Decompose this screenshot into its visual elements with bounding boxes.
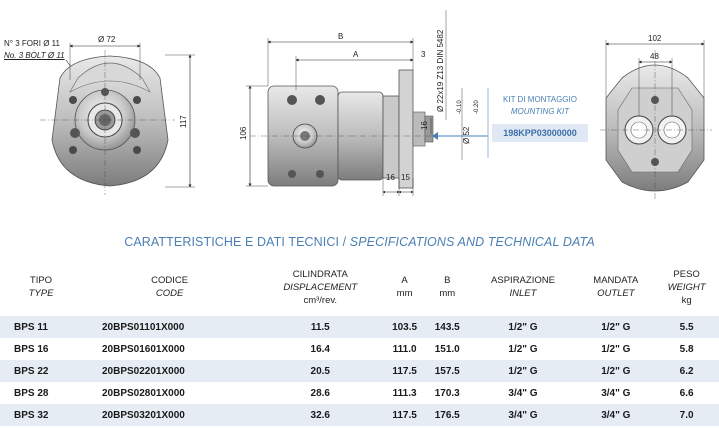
header-type-it: TIPO xyxy=(29,275,53,286)
header-outlet-it: MANDATA xyxy=(593,275,639,286)
cell-displacement: 16.4 xyxy=(310,343,330,355)
cell-weight: 5.5 xyxy=(654,316,719,338)
table-row xyxy=(0,338,719,360)
cell-type: BPS 16 xyxy=(14,343,49,355)
cell-weight: 7.0 xyxy=(654,404,719,426)
side-height-label: 106 xyxy=(239,126,248,140)
header-outlet-en: OUTLET xyxy=(597,288,635,299)
cell-inlet: 3/4" G xyxy=(508,387,538,399)
table-row xyxy=(0,360,719,382)
cell-inlet: 1/2" G xyxy=(469,316,578,338)
pilot-tol-hi: -0.10 xyxy=(457,100,463,114)
rear-102-label: 102 xyxy=(648,34,662,43)
cell-a: 111.0 xyxy=(392,343,417,355)
cell-type: BPS 22 xyxy=(0,360,82,382)
specs-table xyxy=(0,258,719,426)
cell-displacement: 20.5 xyxy=(257,360,383,382)
col-header-inlet xyxy=(469,258,578,316)
cell-b: 143.5 xyxy=(426,316,469,338)
header-displacement-it: CILINDRATA xyxy=(292,268,348,280)
cell-inlet: 1/2" G xyxy=(508,343,538,355)
cell-a: 111.3 xyxy=(392,387,417,399)
col-header-code xyxy=(82,258,257,316)
cell-outlet: 1/2" G xyxy=(601,343,631,355)
section-title-it: CARATTERISTICHE E DATI TECNICI / xyxy=(124,235,347,249)
header-inlet-it: ASPIRAZIONE xyxy=(491,275,555,286)
table-row xyxy=(0,316,719,338)
front-diam-label: Ø 72 xyxy=(98,35,116,44)
cell-b: 176.5 xyxy=(426,404,469,426)
side-16h-label: 16 xyxy=(386,173,395,182)
cell-b: 170.3 xyxy=(434,387,460,399)
cell-code: 20BPS02201X000 xyxy=(82,360,257,382)
side-3-label: 3 xyxy=(421,50,426,59)
col-header-type xyxy=(0,258,82,316)
bolt-note-en: No. 3 BOLT Ø 11 xyxy=(4,51,65,60)
header-b-unit: mm xyxy=(439,288,456,299)
cell-outlet: 3/4" G xyxy=(601,387,631,399)
cell-weight: 6.6 xyxy=(679,387,694,399)
table-row xyxy=(0,382,719,404)
header-code-en: CODE xyxy=(155,288,184,299)
cell-type: BPS 11 xyxy=(0,316,82,338)
header-displacement-unit: cm³/rev. xyxy=(303,294,338,306)
header-code-it: CODICE xyxy=(151,275,189,286)
header-weight-en: WEIGHT xyxy=(667,281,706,293)
table-row xyxy=(0,404,719,426)
col-header-weight xyxy=(654,258,719,316)
cell-a: 117.5 xyxy=(383,404,426,426)
side-view xyxy=(250,70,445,188)
col-header-a xyxy=(383,258,426,316)
cell-code: 20BPS01601X000 xyxy=(102,343,185,355)
section-title xyxy=(0,235,719,249)
col-header-displacement xyxy=(257,258,383,316)
header-type-en: TYPE xyxy=(28,288,54,299)
cell-outlet: 3/4" G xyxy=(577,404,654,426)
cell-outlet: 1/2" G xyxy=(577,360,654,382)
col-header-b xyxy=(426,258,469,316)
table-header-row xyxy=(0,258,719,316)
cell-displacement: 32.6 xyxy=(257,404,383,426)
side-16v-label: 16 xyxy=(420,121,429,130)
cell-weight: 6.2 xyxy=(654,360,719,382)
cell-displacement: 11.5 xyxy=(257,316,383,338)
front-view xyxy=(40,50,175,195)
cell-a: 103.5 xyxy=(383,316,426,338)
shaft-spec-label: Ø 22x19 Z13 DIN 5482 xyxy=(436,29,445,112)
cell-code: 20BPS02801X000 xyxy=(102,387,185,399)
section-title-en: SPECIFICATIONS AND TECHNICAL DATA xyxy=(349,235,595,249)
cell-displacement: 28.6 xyxy=(310,387,330,399)
cell-b: 151.0 xyxy=(434,343,460,355)
cell-type: BPS 28 xyxy=(14,387,49,399)
kit-label-en: MOUNTING KIT xyxy=(510,107,570,116)
cell-type: BPS 32 xyxy=(0,404,82,426)
pilot-spec-label: Ø 52 xyxy=(462,126,471,144)
kit-label-it: KIT DI MONTAGGIO xyxy=(503,95,577,104)
mounting-kit-callout xyxy=(488,88,592,158)
header-b: B xyxy=(444,275,451,286)
header-displacement-en: DISPLACEMENT xyxy=(283,281,358,293)
kit-code: 198KPP03000000 xyxy=(492,124,588,142)
header-a-unit: mm xyxy=(396,288,413,299)
cell-inlet: 1/2" G xyxy=(469,360,578,382)
cell-weight: 5.8 xyxy=(679,343,694,355)
cell-inlet: 3/4" G xyxy=(469,404,578,426)
side-15-label: 15 xyxy=(401,173,410,182)
header-weight-it: PESO xyxy=(673,268,700,280)
cell-code: 20BPS01101X000 xyxy=(82,316,257,338)
front-height-label: 117 xyxy=(179,115,188,128)
bolt-note-it: N° 3 FORI Ø 11 xyxy=(4,39,60,48)
pilot-tol-lo: -0.20 xyxy=(474,100,480,114)
rear-48-label: 48 xyxy=(650,52,659,61)
side-a-label: A xyxy=(353,50,359,59)
header-inlet-en: INLET xyxy=(509,288,537,299)
header-weight-unit: kg xyxy=(681,294,692,306)
cell-b: 157.5 xyxy=(426,360,469,382)
header-a: A xyxy=(401,275,408,286)
side-b-label: B xyxy=(338,32,344,41)
cell-a: 117.5 xyxy=(383,360,426,382)
cell-outlet: 1/2" G xyxy=(577,316,654,338)
cell-code: 20BPS03201X000 xyxy=(82,404,257,426)
rear-view xyxy=(600,50,712,200)
col-header-outlet xyxy=(577,258,654,316)
